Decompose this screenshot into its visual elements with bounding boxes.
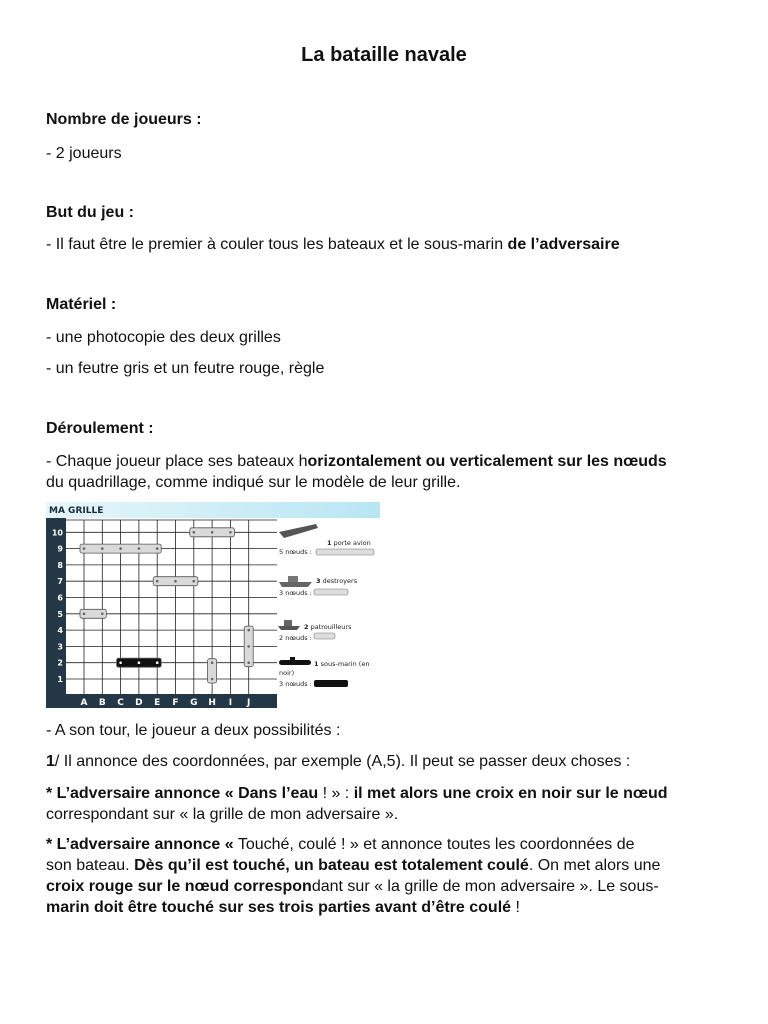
patrol-tower: [284, 620, 292, 626]
option-1: [46, 751, 630, 772]
case-2-line-2: [46, 855, 660, 876]
case-2-submarine: marin doit être touché sur ses trois parties avant d’être coulé: [46, 899, 512, 916]
material-line-1: - une photocopie des deux grilles: [46, 329, 281, 346]
row-label: 7: [57, 577, 63, 587]
turn-intro: - A son tour, le joueur a deux possibilités :: [46, 722, 341, 739]
case-2-red-cross: croix rouge sur le nœud correspon: [46, 878, 312, 895]
submarine-label-2: noir): [279, 669, 295, 677]
option-1-text: / Il annonce des coordonnées, par exemple (A,5). Il peut se passer deux choses :: [54, 753, 631, 770]
case-2-text: Touché, coulé ! » et annonce toutes les coordonnées de: [233, 836, 635, 853]
ship-node: [156, 661, 159, 664]
goal-bold: de l’adversaire: [507, 236, 620, 253]
ship-node: [119, 547, 122, 550]
case-1-line-2: correspondant sur « la grille de mon adversaire ».: [46, 806, 399, 823]
procedure-text: - Chaque joueur place ses bateaux h: [46, 453, 308, 470]
destroyer-label: 3 destroyers: [316, 577, 358, 585]
case-2-line-4: [46, 897, 520, 918]
row-label: 4: [57, 626, 63, 636]
ship-node: [138, 661, 141, 664]
goal-text: - Il faut être le premier à couler tous les bateaux et le sous-marin: [46, 236, 508, 253]
ship-node: [101, 547, 104, 550]
carrier-nodes: 5 nœuds :: [279, 548, 312, 556]
col-label: A: [80, 698, 88, 708]
ship-node: [229, 531, 232, 534]
players-line: - 2 joueurs: [46, 145, 122, 162]
ship-node: [156, 580, 159, 583]
col-label: D: [135, 698, 143, 708]
carrier-label: 1 porte avion: [327, 539, 371, 547]
case-1-lead: * L’adversaire annonce « Dans l’eau: [46, 785, 319, 802]
grid-illustration: [46, 502, 380, 708]
row-header-bar: [46, 518, 66, 708]
ship-node: [193, 580, 196, 583]
procedure-line-2: du quadrillage, comme indiqué sur le modèle de leur grille.: [46, 474, 461, 491]
material-heading: Matériel :: [46, 296, 117, 313]
goal-line: [46, 234, 620, 255]
col-label: F: [172, 698, 179, 708]
players-heading: Nombre de joueurs :: [46, 111, 202, 128]
case-2-lead: * L’adversaire annonce «: [46, 836, 234, 853]
ship-node: [138, 547, 141, 550]
col-label: I: [228, 698, 233, 708]
case-2-line-3: [46, 876, 659, 897]
case-2-end: !: [511, 899, 520, 916]
col-label: C: [117, 698, 124, 708]
ship-node: [247, 629, 250, 632]
row-label: 6: [57, 593, 63, 603]
ship-node: [83, 613, 86, 616]
banner-title: MA GRILLE: [49, 506, 104, 516]
material-line-2: - un feutre gris et un feutre rouge, règle: [46, 360, 325, 377]
row-label: 8: [57, 560, 63, 570]
patrol-label: 2 patrouilleurs: [304, 623, 352, 631]
submarine-piece: [314, 680, 348, 687]
col-label: H: [208, 698, 216, 708]
option-1-number: 1: [46, 753, 55, 770]
patrol-piece: [314, 633, 335, 639]
ship-node: [83, 547, 86, 550]
case-2-sunk: Dès qu’il est touché, un bateau est totalement coulé: [134, 857, 529, 874]
destroyer-tower: [288, 576, 298, 582]
ship-node: [247, 645, 250, 648]
ship-node: [119, 661, 122, 664]
submarine-tower: [290, 657, 295, 661]
grid-figure: [46, 502, 380, 708]
ship-node: [174, 580, 177, 583]
ship-node: [211, 678, 214, 681]
case-2-line-1: [46, 834, 635, 855]
col-label: E: [154, 698, 161, 708]
case-2-grid: dant sur « la grille de mon adversaire ». Le sous-: [311, 878, 659, 895]
destroyer-icon: [279, 582, 312, 587]
destroyer-piece: [314, 589, 348, 595]
row-label: 1: [57, 675, 63, 684]
col-label: J: [247, 698, 251, 708]
row-label: 9: [57, 544, 63, 554]
destroyer-nodes: 3 nœuds :: [279, 589, 312, 597]
patrol-nodes: 2 nœuds :: [279, 634, 312, 642]
submarine-nodes: 3 nœuds :: [279, 680, 312, 688]
case-2-then: . On met alors une: [528, 857, 661, 874]
case-1-line-1: [46, 783, 668, 804]
case-1-quote-end: ! » :: [318, 785, 354, 802]
ship-node: [101, 613, 104, 616]
ship-node: [247, 661, 250, 664]
row-label: 10: [51, 528, 63, 538]
goal-heading: But du jeu :: [46, 204, 134, 221]
col-label: B: [98, 698, 106, 708]
patrol-icon: [278, 626, 300, 630]
procedure-heading: Déroulement :: [46, 420, 154, 437]
ship-node: [193, 531, 196, 534]
ship-node: [211, 531, 214, 534]
case-1-action: il met alors une croix en noir sur le nœud: [353, 785, 668, 802]
row-label: 3: [57, 642, 63, 652]
row-label: 2: [57, 658, 63, 668]
row-label: 5: [57, 609, 63, 619]
procedure-line-1: [46, 451, 667, 472]
case-2-boat: son bateau.: [46, 857, 135, 874]
ship-node: [156, 547, 159, 550]
col-label: G: [190, 698, 198, 708]
ship-node: [211, 661, 214, 664]
page-title: La bataille navale: [301, 44, 467, 66]
submarine-label: 1 sous-marin (en: [314, 660, 370, 668]
carrier-piece: [316, 549, 374, 555]
procedure-bold: orizontalement ou verticalement sur les nœuds: [307, 453, 667, 470]
